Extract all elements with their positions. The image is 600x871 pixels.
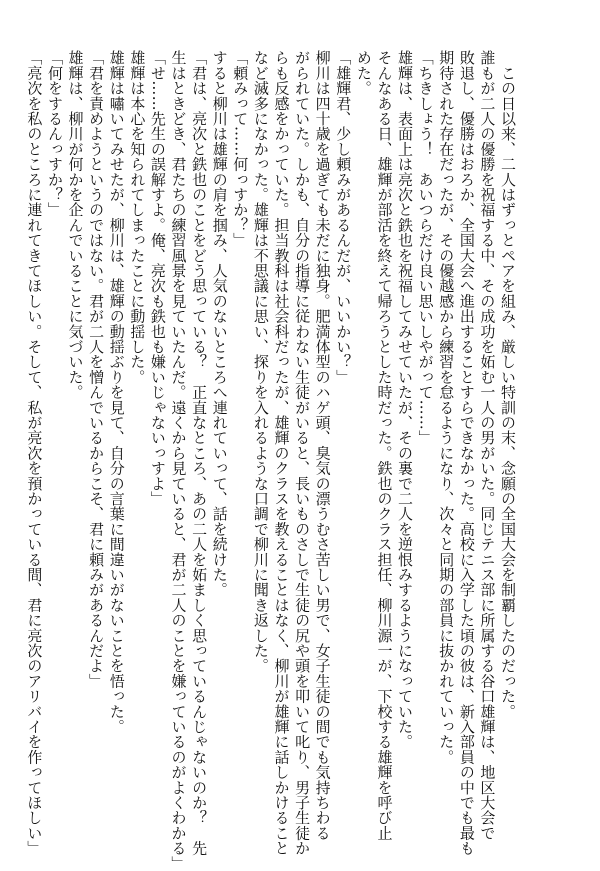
text-column: めた。 xyxy=(354,50,373,96)
text-column: 誰もが二人の優勝を祝福する中、その成功を妬む一人の男がいた。同じテニス部に所属する谷口雄輝は、地区大会で xyxy=(478,50,497,841)
text-column: 雄輝は嘯いてみせたが、柳川は、雄輝の動揺ぶりを見て、自分の言葉に間違いがないことを悟った。 xyxy=(107,50,126,734)
text-column: 雄輝は、表面上は亮次と鉄也を祝福してみせていたが、その裏で二人を逆恨みするようになっていた。 xyxy=(396,50,415,750)
text-column: 「何をするんっすか？」 xyxy=(45,50,64,218)
text-column: 「せ……先生の誤解すよ。俺、亮次も鉄也も嫌いじゃないっすよ」 xyxy=(148,50,167,506)
text-column: など滅多になかった。雄輝は不思議に思い、探りを入れるような口調で柳川に聞き返した。 xyxy=(251,50,270,674)
vertical-text-block xyxy=(24,50,518,871)
text-column: 「雄輝君、少し頼みがあるんだが、いいかい？」 xyxy=(334,50,353,385)
text-column: 「君は、亮次と鉄也のことをどう思っている？ 正直なところ、あの二人を妬ましく思っているんじゃないのか？ 先 xyxy=(190,50,209,856)
text-column: らも反感をかっていた。担当教科は社会科だったが、雄輝のクラスを教えることはなく、柳川が雄輝に話しかけること xyxy=(272,50,291,856)
text-column: 敗退し、優勝はおろか、全国大会へ進出することすらできなかった。高校に入学した頃の彼は、新入部員の中でも最も xyxy=(457,50,476,856)
text-column: 生はときどき、君たちの練習風景を見ていたんだ。遠くから見ていると、君が二人のことを嫌っているのがよくわかる」 xyxy=(169,50,188,871)
text-column: 期待された存在だったが、その優越感から練習を怠るようになり、次々と同期の部員に抜かれていった。 xyxy=(437,50,456,765)
text-column: 「ちきしょう！ あいつらだけ良い思いしやがって……」 xyxy=(416,50,435,446)
text-column: 雄輝は、柳川が何かを企んでいることに気づいた。 xyxy=(66,50,85,400)
text-column: 柳川は四十歳を過ぎても未だに独身。肥満体型のハゲ頭、臭気の漂うむさ苦しい男で、女子生徒の間でも気持ちわる xyxy=(313,50,332,841)
text-column: がられていた。しかも、自分の指導に従わない生徒がいると、長いものさしで生徒の尻や頭を叩いて叱り、男子生徒か xyxy=(293,50,312,856)
text-column: そんなある日、雄輝が部活を終えて帰ろうとした時だった。鉄也のクラス担任、柳川源一が、下校する雄輝を呼び止 xyxy=(375,50,394,841)
text-column: 雄輝は本心を知られてしまったことに動揺した。 xyxy=(128,50,147,385)
text-column: 「頼みって……何っすか？」 xyxy=(231,50,250,248)
text-column: 「君を責めようというのではない。君が二人を憎んでいるからこそ、君に頼みがあるんだよ」 xyxy=(87,50,106,689)
text-column: すると柳川は雄輝の肩を掴み、人気のないところへ連れていって、話を続けた。 xyxy=(210,50,229,598)
text-column: 「亮次を私のところに連れてきてほしい。そして、私が亮次を預かっている間、君に亮次のアリバイを作ってほしい」 xyxy=(25,50,44,856)
text-column: この日以来、二人はずっとペアを組み、厳しい特訓の末、念願の全国大会を制覇したのだった。 xyxy=(499,50,517,719)
